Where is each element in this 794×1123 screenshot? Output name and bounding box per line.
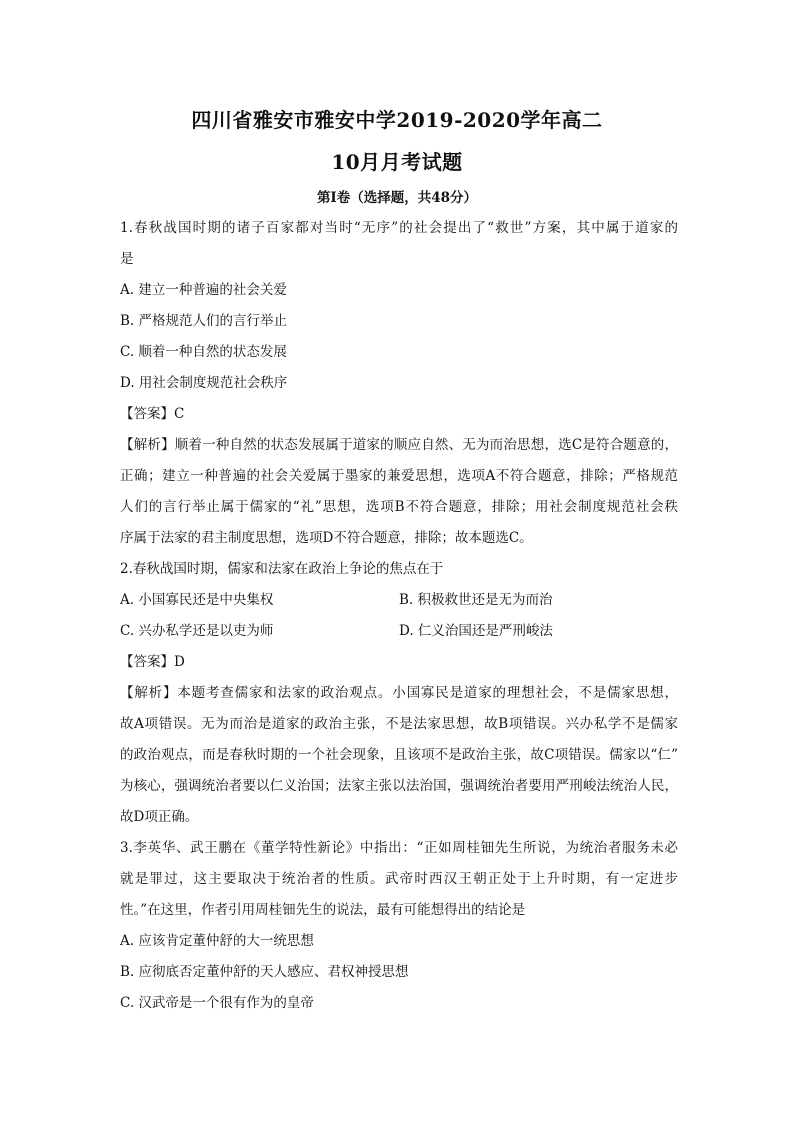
- question-3-stem: 3.李英华、武王鹏在《董学特性新论》中指出：“正如周桂钿先生所说，为统治者服务未必: [120, 840, 678, 856]
- question-2-analysis: 故A项错误。无为而治是道家的政治主张，不是法家思想，故B项错误。兴办私学不是儒家: [120, 716, 678, 732]
- question-1-analysis: 【解析】顺着一种自然的状态发展属于道家的顺应自然、无为而治思想，选C是符合题意的，: [120, 437, 678, 453]
- question-1-option-d: D. 用社会制度规范社会秩序: [120, 375, 288, 391]
- question-3-stem: 就是罪过，这主要取决于统治者的性质。武帝时西汉王朝正处于上升时期，有一定进步: [120, 871, 678, 887]
- question-1-option-a: A. 建立一种普遍的社会关爱: [120, 282, 287, 298]
- question-2-analysis: 故D项正确。: [120, 809, 199, 825]
- document-subtitle: 10月月考试题: [331, 150, 463, 174]
- question-1-stem: 是: [120, 251, 134, 267]
- question-1-analysis: 人们的言行举止属于儒家的“礼”思想，选项B不符合题意，排除；用社会制度规范社会秩: [120, 499, 678, 515]
- question-3-option-b: B. 应彻底否定董仲舒的天人感应、君权神授思想: [120, 964, 409, 980]
- question-2-analysis: 为核心，强调统治者要以仁义治国；法家主张以法治国，强调统治者要用严刑峻法统治人民，: [120, 778, 678, 794]
- question-1-analysis: 序属于法家的君主制度思想，选项D不符合题意，排除；故本题选C。: [120, 530, 533, 546]
- question-1-answer: 【答案】C: [120, 406, 185, 422]
- document-title: 四川省雅安市雅安中学2019-2020学年高二: [191, 108, 603, 132]
- question-1-stem: 1.春秋战国时期的诸子百家都对当时“无序”的社会提出了“救世”方案，其中属于道家的: [120, 220, 678, 236]
- document-body: [120, 213, 678, 1019]
- question-2-analysis: 的政治观点，而是春秋时期的一个社会现象，且该项不是政治主张，故C项错误。儒家以“仁”: [120, 747, 678, 763]
- question-3-option-c: C. 汉武帝是一个很有作为的皇帝: [120, 995, 314, 1011]
- question-3-stem: 性。”在这里，作者引用周桂钿先生的说法，最有可能想得出的结论是: [120, 902, 526, 918]
- question-2-stem: 2.春秋战国时期，儒家和法家在政治上争论的焦点在于: [120, 561, 444, 577]
- question-2-option-c: C. 兴办私学还是以吏为师: [120, 623, 274, 639]
- question-1-analysis: 正确；建立一种普遍的社会关爱属于墨家的兼爱思想，选项A不符合题意，排除；严格规范: [120, 468, 678, 484]
- question-2-options-row: [120, 585, 678, 616]
- question-2-analysis: 【解析】本题考查儒家和法家的政治观点。小国寡民是道家的理想社会，不是儒家思想，: [120, 685, 678, 701]
- question-1-option-c: C. 顺着一种自然的状态发展: [120, 344, 287, 360]
- question-2-options-row: [120, 616, 678, 647]
- question-2-answer: 【答案】D: [120, 654, 185, 670]
- question-2-option-b: B. 积极救世还是无为而治: [399, 592, 553, 608]
- question-3-option-a: A. 应该肯定董仲舒的大一统思想: [120, 933, 314, 949]
- question-1-option-b: B. 严格规范人们的言行举止: [120, 313, 288, 329]
- question-2-option-a: A. 小国寡民还是中央集权: [120, 592, 274, 608]
- question-2-option-d: D. 仁义治国还是严刑峻法: [399, 623, 553, 639]
- section-heading: 第I卷（选择题，共48分）: [316, 190, 478, 206]
